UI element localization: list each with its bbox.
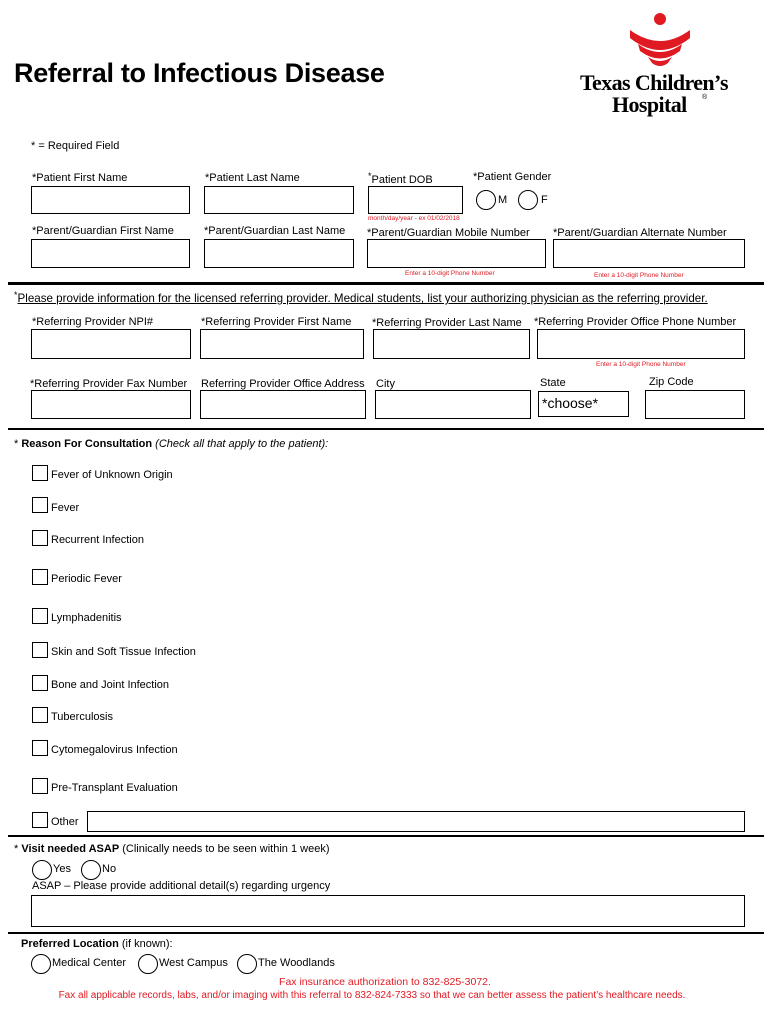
reason-checkbox-skin[interactable] xyxy=(32,642,48,658)
asap-heading xyxy=(14,843,329,855)
provider-intro-text: Please provide information for the licensed referring provider. Medical students, list your authorizing physician as the referring provider. xyxy=(17,292,708,305)
logo-line1: Texas Children’s xyxy=(580,70,728,95)
provider-last-name-label: *Referring Provider Last Name xyxy=(372,317,522,329)
section-divider xyxy=(8,835,764,837)
asap-heading-text: Visit needed ASAP xyxy=(21,843,120,855)
location-medical-center-label: Medical Center xyxy=(52,957,126,969)
location-note: (if known): xyxy=(118,938,173,950)
required-field-note: * = Required Field xyxy=(31,140,120,152)
provider-state-select[interactable] xyxy=(538,391,629,417)
provider-state-label: State xyxy=(540,377,566,389)
asap-no-radio[interactable] xyxy=(81,860,101,880)
reason-checkbox-tuberculosis[interactable] xyxy=(32,707,48,723)
logo-line2: Hospital xyxy=(612,92,687,117)
gender-f-radio[interactable] xyxy=(518,190,538,210)
reason-checkbox-fever[interactable] xyxy=(32,497,48,513)
provider-intro xyxy=(14,290,708,305)
provider-office-phone-field[interactable] xyxy=(537,329,745,359)
patient-dob-field[interactable] xyxy=(368,186,463,214)
location-woodlands-label: The Woodlands xyxy=(258,957,335,969)
guardian-alt-hint: Enter a 10-digit Phone Number xyxy=(594,272,684,279)
dob-label-text: Patient DOB xyxy=(371,174,433,186)
provider-last-name-field[interactable] xyxy=(373,329,530,359)
reason-label-cmv: Cytomegalovirus Infection xyxy=(51,744,178,756)
gender-m-radio[interactable] xyxy=(476,190,496,210)
reason-label-periodic-fever: Periodic Fever xyxy=(51,573,122,585)
guardian-alt-field[interactable] xyxy=(553,239,745,268)
reason-checkbox-bone-joint[interactable] xyxy=(32,675,48,691)
reason-checkbox-other[interactable] xyxy=(32,812,48,828)
asap-no-label: No xyxy=(102,863,117,875)
reason-label-pretransplant: Pre-Transplant Evaluation xyxy=(51,782,178,794)
provider-intro-star: * xyxy=(14,290,18,300)
footer-fax-records: Fax all applicable records, labs, and/or imaging with this referral to 832-824-7333 so that we can better assess the patient’s healthcare needs. xyxy=(58,990,686,1001)
guardian-first-name-field[interactable] xyxy=(31,239,190,268)
dob-hint: month/day/year - ex 01/02/2018 xyxy=(368,215,460,222)
location-heading xyxy=(21,938,173,950)
reason-label-other: Other xyxy=(51,816,79,828)
patient-first-name-field[interactable] xyxy=(31,186,190,214)
reason-checkbox-lymphadenitis[interactable] xyxy=(32,608,48,624)
guardian-mobile-field[interactable] xyxy=(367,239,546,268)
guardian-mobile-label: *Parent/Guardian Mobile Number xyxy=(367,227,530,239)
provider-office-phone-label: *Referring Provider Office Phone Number xyxy=(534,316,737,328)
reason-other-field[interactable] xyxy=(87,811,745,832)
state-select-value: *choose* xyxy=(542,395,599,411)
provider-zip-label: Zip Code xyxy=(649,376,694,388)
reason-label-tuberculosis: Tuberculosis xyxy=(51,711,113,723)
page-title: Referral to Infectious Disease xyxy=(14,58,385,88)
provider-npi-label: *Referring Provider NPI# xyxy=(32,316,154,328)
provider-first-name-label: *Referring Provider First Name xyxy=(201,316,352,328)
location-woodlands-radio[interactable] xyxy=(237,954,257,974)
reason-label-recurrent-infection: Recurrent Infection xyxy=(51,534,144,546)
reason-checkbox-cmv[interactable] xyxy=(32,740,48,756)
provider-address-label: Referring Provider Office Address xyxy=(201,378,365,390)
reason-checkbox-recurrent-infection[interactable] xyxy=(32,530,48,546)
asap-detail-label: ASAP – Please provide additional detail(s) regarding urgency xyxy=(32,880,331,892)
section-divider xyxy=(8,282,764,285)
provider-fax-label: *Referring Provider Fax Number xyxy=(30,378,188,390)
location-medical-center-radio[interactable] xyxy=(31,954,51,974)
patient-first-name-label: *Patient First Name xyxy=(32,172,128,184)
provider-zip-field[interactable] xyxy=(645,390,745,419)
gender-f-label: F xyxy=(541,194,548,206)
reason-label-fever: Fever xyxy=(51,502,80,514)
provider-office-phone-hint: Enter a 10-digit Phone Number xyxy=(596,361,686,368)
guardian-first-name-label: *Parent/Guardian First Name xyxy=(32,225,174,237)
guardian-mobile-hint: Enter a 10-digit Phone Number xyxy=(405,270,495,277)
asap-yes-radio[interactable] xyxy=(32,860,52,880)
provider-city-field[interactable] xyxy=(375,390,531,419)
reason-heading-star: * xyxy=(14,438,22,450)
reason-label-fuo: Fever of Unknown Origin xyxy=(51,469,173,481)
guardian-last-name-field[interactable] xyxy=(204,239,354,268)
patient-last-name-label: *Patient Last Name xyxy=(205,172,300,184)
provider-fax-field[interactable] xyxy=(31,390,191,419)
reason-checkbox-periodic-fever[interactable] xyxy=(32,569,48,585)
heart-logo-icon xyxy=(626,12,694,70)
reason-heading-text: Reason For Consultation xyxy=(21,438,153,450)
provider-npi-field[interactable] xyxy=(31,329,191,359)
location-west-campus-radio[interactable] xyxy=(138,954,158,974)
guardian-last-name-label: *Parent/Guardian Last Name xyxy=(204,225,346,237)
reason-label-skin: Skin and Soft Tissue Infection xyxy=(51,646,196,658)
provider-first-name-field[interactable] xyxy=(200,329,364,359)
patient-dob-label xyxy=(368,171,433,186)
hospital-logo xyxy=(578,12,758,127)
patient-gender-label: *Patient Gender xyxy=(473,171,552,183)
location-heading-text: Preferred Location xyxy=(21,938,119,950)
dob-required-star: * xyxy=(368,171,372,181)
location-west-campus-label: West Campus xyxy=(159,957,228,969)
logo-registered-mark: ® xyxy=(702,94,708,101)
reason-checkbox-fuo[interactable] xyxy=(32,465,48,481)
reason-heading xyxy=(14,438,328,450)
reason-heading-note: (Check all that apply to the patient): xyxy=(152,438,329,450)
provider-address-field[interactable] xyxy=(200,390,366,419)
provider-city-label: City xyxy=(376,378,395,390)
reason-checkbox-pretransplant[interactable] xyxy=(32,778,48,794)
reason-label-lymphadenitis: Lymphadenitis xyxy=(51,612,122,624)
asap-detail-field[interactable] xyxy=(31,895,745,927)
section-divider xyxy=(8,932,764,934)
reason-label-bone-joint: Bone and Joint Infection xyxy=(51,679,170,691)
asap-yes-label: Yes xyxy=(53,863,71,875)
asap-note: (Clinically needs to be seen within 1 week) xyxy=(119,843,330,855)
gender-m-label: M xyxy=(498,194,508,206)
section-divider xyxy=(8,428,764,430)
patient-last-name-field[interactable] xyxy=(204,186,354,214)
asap-star: * xyxy=(14,843,22,855)
guardian-alt-label: *Parent/Guardian Alternate Number xyxy=(553,227,727,239)
footer-fax-insurance: Fax insurance authorization to 832-825-3072. xyxy=(279,976,491,988)
